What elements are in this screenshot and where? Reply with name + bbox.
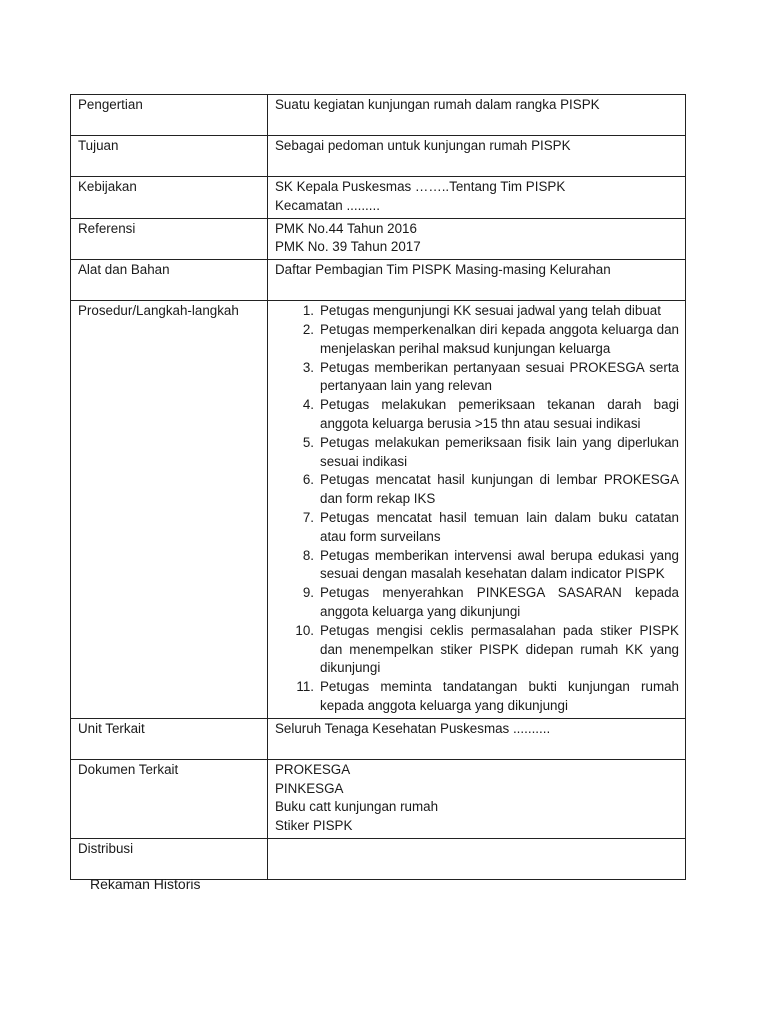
procedure-step	[275, 471, 679, 509]
value-kebijakan	[268, 177, 686, 219]
step-number: 6.	[302, 472, 314, 488]
dokumen-line: PINKESGA	[275, 780, 344, 796]
rekaman-historis-heading: Rekaman Historis	[90, 876, 201, 892]
row-kebijakan	[71, 177, 686, 219]
procedure-step	[275, 622, 679, 678]
step-text: Petugas mengisi ceklis permasalahan pada stiker PISPK dan menempelkan stiker PISPK didepan rumah KK yang dikunjungi	[320, 622, 679, 676]
value-tujuan: Sebagai pedoman untuk kunjungan rumah PISPK	[268, 136, 686, 177]
procedure-step	[275, 434, 679, 472]
step-text: Petugas memberikan intervensi awal berupa edukasi yang sesuai dengan masalah kesehatan dalam indicator PISPK	[320, 547, 679, 582]
kebijakan-line: Kecamatan .........	[275, 197, 380, 213]
label-pengertian: Pengertian	[71, 95, 268, 136]
label-unit-terkait: Unit Terkait	[71, 718, 268, 759]
dokumen-line: Buku catt kunjungan rumah	[275, 799, 439, 815]
value-unit-terkait: Seluruh Tenaga Kesehatan Puskesmas ..........	[268, 718, 686, 759]
dokumen-line: Stiker PISPK	[275, 818, 353, 834]
dokumen-line: PROKESGA	[275, 761, 351, 777]
referensi-line: PMK No.44 Tahun 2016	[275, 220, 417, 236]
step-text: Petugas memperkenalkan diri kepada anggota keluarga dan menjelaskan perihal maksud kunjungan keluarga	[320, 321, 679, 356]
value-alat-bahan: Daftar Pembagian Tim PISPK Masing-masing Kelurahan	[268, 260, 686, 301]
row-alat-bahan	[71, 260, 686, 301]
step-number: 4.	[302, 397, 314, 413]
value-pengertian: Suatu kegiatan kunjungan rumah dalam rangka PISPK	[268, 95, 686, 136]
label-referensi: Referensi	[71, 218, 268, 260]
step-text: Petugas meminta tandatangan bukti kunjungan rumah kepada anggota keluarga yang dikunjungi	[320, 679, 679, 713]
procedure-step	[275, 321, 679, 359]
row-distribusi	[71, 838, 686, 879]
row-dokumen-terkait	[71, 759, 686, 838]
procedure-step	[275, 396, 679, 434]
label-kebijakan: Kebijakan	[71, 177, 268, 219]
label-prosedur: Prosedur/Langkah-langkah	[71, 301, 268, 719]
procedure-step	[275, 547, 679, 585]
procedure-steps-list	[275, 302, 679, 716]
row-prosedur	[71, 301, 686, 719]
step-number: 2.	[302, 321, 314, 337]
step-number: 10.	[295, 622, 314, 638]
step-text: Petugas menyerahkan PINKESGA SASARAN kepada anggota keluarga yang dikunjungi	[320, 585, 679, 619]
label-distribusi: Distribusi	[71, 838, 268, 879]
step-number: 5.	[302, 434, 314, 450]
row-unit-terkait	[71, 718, 686, 759]
step-number: 11.	[296, 679, 314, 695]
value-dokumen-terkait	[268, 759, 686, 838]
row-pengertian	[71, 95, 686, 136]
step-text: Petugas memberikan pertanyaan sesuai PROKESGA serta pertanyaan lain yang relevan	[320, 359, 679, 394]
procedure-step	[275, 359, 679, 397]
label-tujuan: Tujuan	[71, 136, 268, 177]
kebijakan-line: SK Kepala Puskesmas ……..Tentang Tim PISPK	[275, 179, 566, 194]
step-number: 8.	[302, 547, 314, 563]
step-text: Petugas mencatat hasil kunjungan di lembar PROKESGA dan form rekap IKS	[320, 472, 679, 507]
procedure-step	[275, 509, 679, 547]
procedure-step	[275, 584, 679, 622]
row-referensi	[71, 218, 686, 260]
step-number: 3.	[302, 359, 314, 375]
value-prosedur	[268, 301, 686, 719]
step-text: Petugas mengunjungi KK sesuai jadwal yang telah dibuat	[320, 303, 661, 319]
label-dokumen-terkait: Dokumen Terkait	[71, 759, 268, 838]
step-text: Petugas mencatat hasil temuan lain dalam buku catatan atau form surveilans	[320, 509, 679, 544]
referensi-line: PMK No. 39 Tahun 2017	[275, 239, 421, 255]
label-alat-bahan: Alat dan Bahan	[71, 260, 268, 301]
sop-table	[70, 94, 686, 880]
value-referensi	[268, 218, 686, 260]
row-tujuan	[71, 136, 686, 177]
procedure-step	[275, 678, 679, 716]
step-text: Petugas melakukan pemeriksaan tekanan darah bagi anggota keluarga berusia >15 thn atau sesuai indikasi	[320, 397, 679, 431]
procedure-step	[275, 302, 679, 321]
value-distribusi	[268, 838, 686, 879]
step-number: 1.	[302, 303, 314, 319]
step-number: 7.	[302, 509, 314, 525]
step-text: Petugas melakukan pemeriksaan fisik lain yang diperlukan sesuai indikasi	[320, 434, 679, 469]
step-number: 9.	[302, 585, 314, 601]
